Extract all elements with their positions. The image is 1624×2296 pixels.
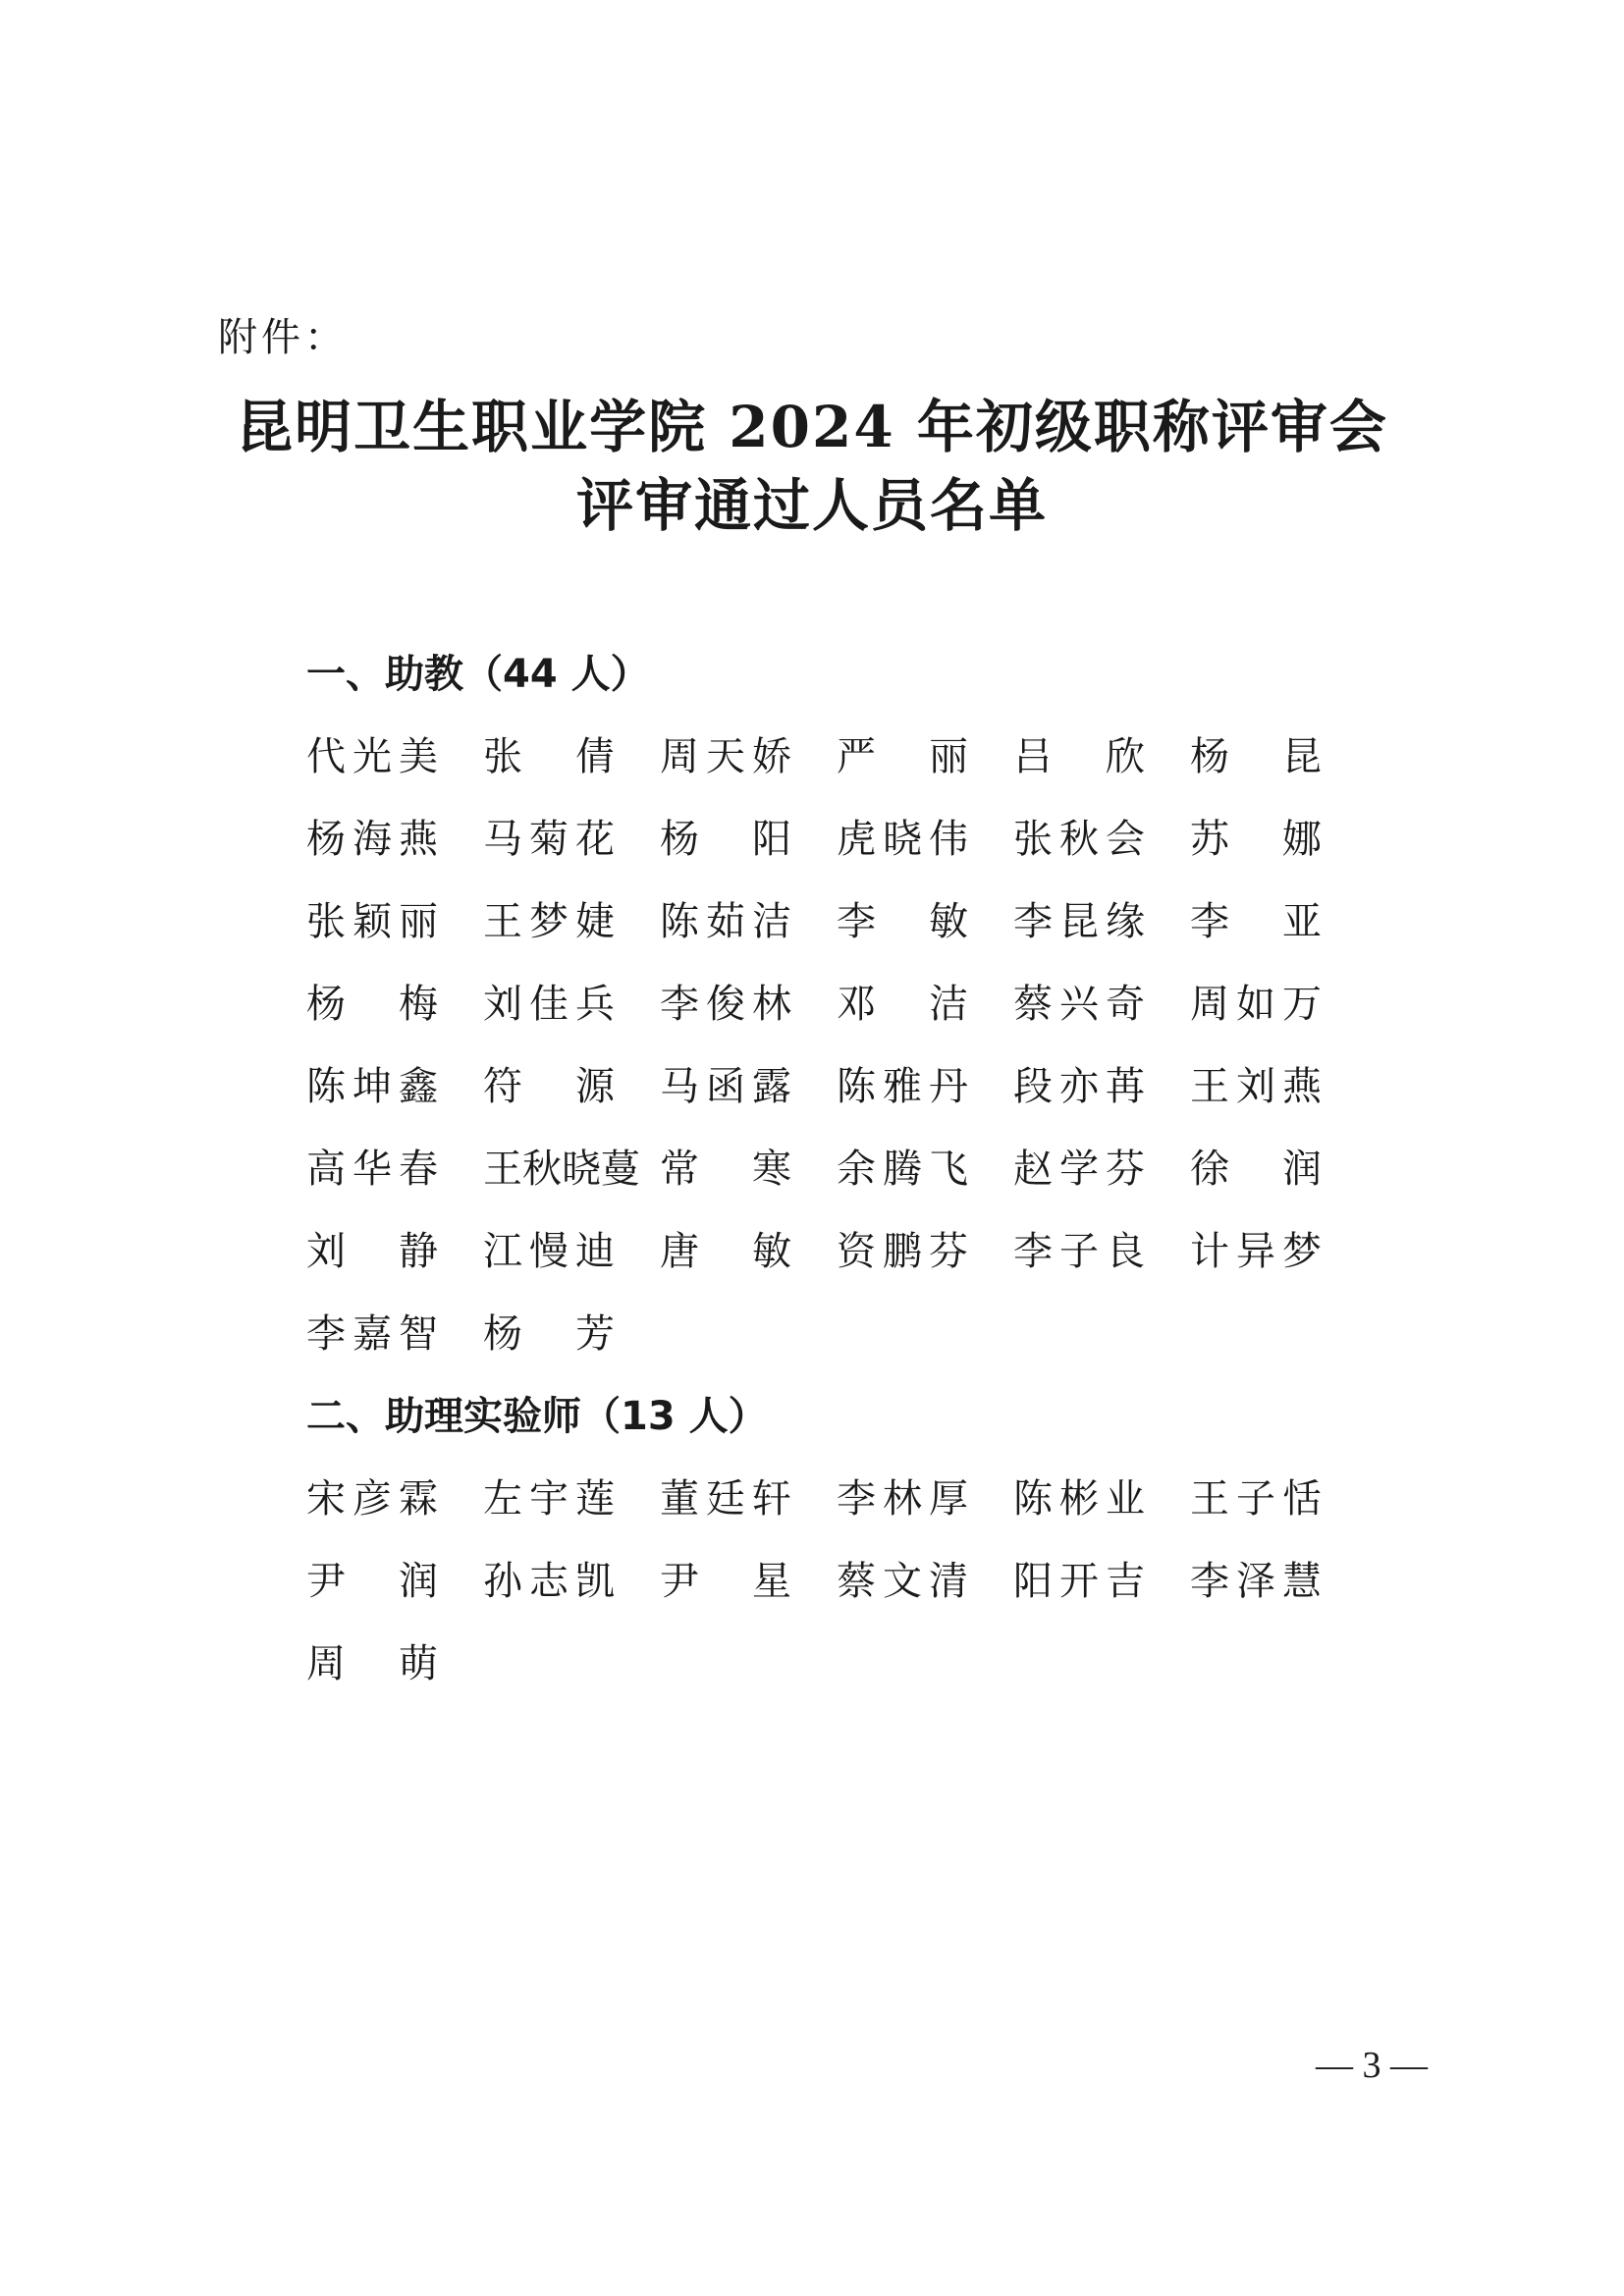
person-name: 左宇莲 [483,1476,615,1522]
person-name: 杨 梅 [306,982,438,1027]
document-title-line-1: 昆明卫生职业学院 2024 年初级职称评审会 [236,394,1388,460]
name-row [306,1055,1367,1114]
person-name: 李 敏 [837,899,968,944]
person-name: 阳开吉 [1013,1559,1145,1604]
person-name: 周天娇 [660,734,791,779]
person-name: 王子恬 [1190,1476,1322,1522]
name-row [306,1138,1367,1197]
person-name: 李 亚 [1190,899,1322,944]
person-name: 李嘉智 [306,1311,438,1357]
person-name: 赵学芬 [1013,1147,1145,1192]
person-name: 王梦婕 [483,899,615,944]
person-name: 张颖丽 [306,899,438,944]
person-name: 陈坤鑫 [306,1064,438,1109]
person-name: 陈雅丹 [837,1064,968,1109]
document-title-line-2: 评审通过人员名单 [575,472,1048,539]
person-name: 周如万 [1190,982,1322,1027]
person-name: 周 萌 [306,1641,438,1686]
person-name: 符 源 [483,1064,615,1109]
person-name: 杨 芳 [483,1311,615,1357]
person-name: 苏 娜 [1190,817,1322,862]
person-name: 刘 静 [306,1229,438,1274]
person-name: 资鹏芬 [837,1229,968,1274]
person-name: 唐 敏 [660,1229,791,1274]
person-name: 杨海燕 [306,817,438,862]
section-heading: 二、助理实验师（13 人） [306,1394,768,1439]
attachment-label: 附件： [218,315,348,360]
name-row [306,1550,1367,1609]
person-name: 邓 洁 [837,982,968,1027]
name-row [306,1632,483,1691]
person-name: 马菊花 [483,817,615,862]
person-name: 杨 阳 [660,817,791,862]
person-name: 张 倩 [483,734,615,779]
page-number: — 3 — [1316,2045,1428,2086]
name-row [306,973,1367,1032]
name-row [306,808,1367,867]
person-name: 江慢迪 [483,1229,615,1274]
person-name: 蔡兴奇 [1013,982,1145,1027]
person-name: 李林厚 [837,1476,968,1522]
name-row [306,890,1367,949]
person-name: 徐 润 [1190,1147,1322,1192]
person-name: 常 寒 [660,1147,791,1192]
name-row [306,1303,660,1362]
person-name: 段亦苒 [1013,1064,1145,1109]
name-row [306,1468,1367,1526]
person-name: 尹 润 [306,1559,438,1604]
person-name: 王秋晓蔓 [483,1147,640,1192]
name-row [306,725,1367,784]
person-name: 张秋会 [1013,817,1145,862]
person-name: 余腾飞 [837,1147,968,1192]
name-row [306,1220,1367,1279]
person-name: 李泽慧 [1190,1559,1322,1604]
person-name: 李子良 [1013,1229,1145,1274]
person-name: 李俊林 [660,982,791,1027]
person-name: 计异梦 [1190,1229,1322,1274]
person-name: 马函露 [660,1064,791,1109]
person-name: 严 丽 [837,734,968,779]
person-name: 刘佳兵 [483,982,615,1027]
person-name: 陈茹洁 [660,899,791,944]
person-name: 代光美 [306,734,438,779]
person-name: 王刘燕 [1190,1064,1322,1109]
section-heading: 一、助教（44 人） [306,652,650,697]
person-name: 董廷轩 [660,1476,791,1522]
person-name: 吕 欣 [1013,734,1145,779]
person-name: 宋彦霖 [306,1476,438,1522]
person-name: 尹 星 [660,1559,791,1604]
person-name: 陈彬业 [1013,1476,1145,1522]
person-name: 杨 昆 [1190,734,1322,779]
person-name: 孙志凯 [483,1559,615,1604]
person-name: 蔡文清 [837,1559,968,1604]
person-name: 高华春 [306,1147,438,1192]
person-name: 虎晓伟 [837,817,968,862]
person-name: 李昆缘 [1013,899,1145,944]
